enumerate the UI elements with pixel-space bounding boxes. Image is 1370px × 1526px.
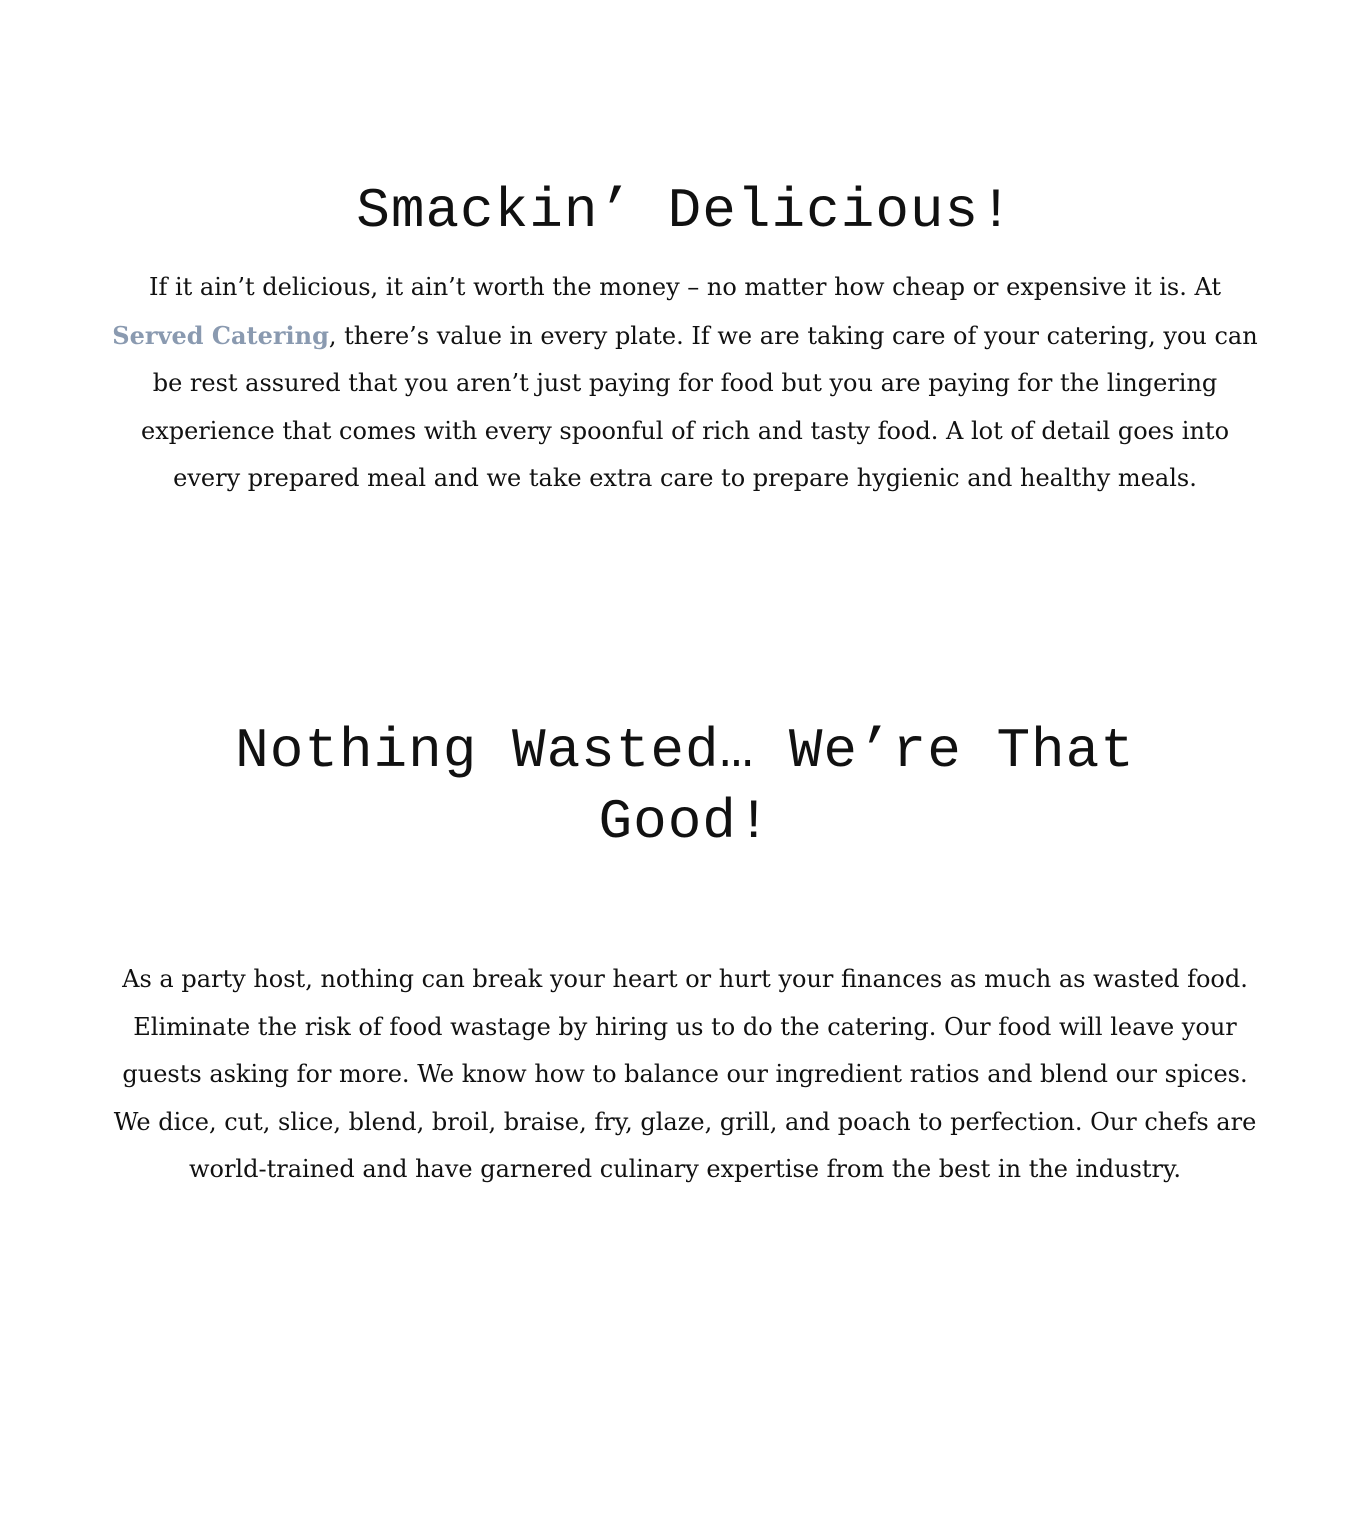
delicious-heading: Smackin’ Delicious! bbox=[356, 179, 1014, 243]
delicious-paragraph-end: , there’s value in every plate. If we are taking care of your catering, you can be rest assured that you aren’t just paying for food but you are paying for the lingering experience that comes with every spoonful of rich and tasty food. A lot of detail goes into every prepared meal and we take extra care to prepare hygienic and healthy meals. bbox=[140, 321, 1258, 492]
delicious-section bbox=[0, 176, 1370, 503]
delicious-paragraph-start: If it ain’t delicious, it ain’t worth the money – no matter how cheap or expensive it is. At bbox=[148, 273, 1222, 301]
nothing-wasted-paragraph: As a party host, nothing can break your heart or hurt your finances as much as wasted food. Eliminate the risk of food wastage by hiring us to do the catering. Our food will leave your guests asking for more. We know how to balance our ingredient ratios and blend our spices. We dice, cut, slice, blend, broil, braise, fry, glaze, grill, and poach to perfection. Our chefs are world-trained and have garnered culinary expertise from the best in the industry. bbox=[113, 965, 1257, 1183]
nothing-wasted-section bbox=[0, 716, 1370, 1194]
served-catering-link[interactable]: Served Catering bbox=[112, 320, 329, 350]
delicious-paragraph bbox=[110, 264, 1260, 503]
nothing-wasted-heading: Nothing Wasted… We’re That Good! bbox=[235, 719, 1135, 854]
